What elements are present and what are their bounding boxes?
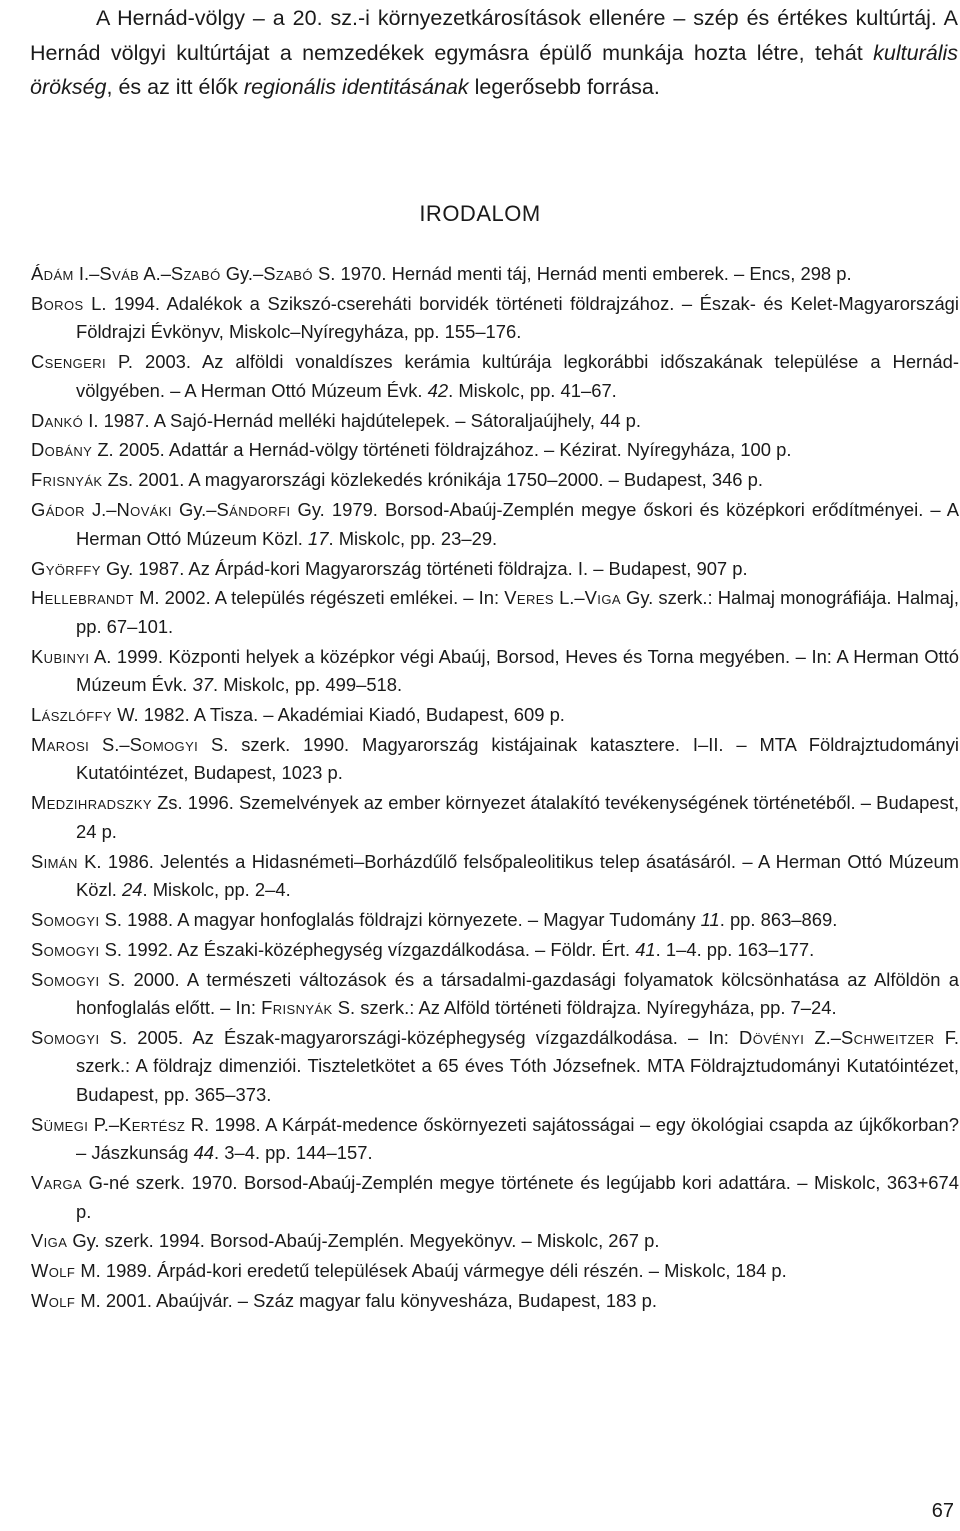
intro-paragraph — [30, 1, 958, 105]
reference-entry — [31, 584, 959, 641]
reference-author: Frisnyák — [31, 469, 103, 491]
reference-text: 2002. A település régészeti emlékei. – In: — [159, 587, 505, 609]
reference-author: Györffy — [31, 557, 101, 579]
reference-initials: S. — [99, 968, 126, 990]
reference-author: Kertész — [119, 1113, 186, 1135]
reference-author: Simán — [31, 850, 78, 872]
reference-author: Sváb — [99, 263, 140, 284]
reference-author: Szabó — [170, 263, 221, 284]
reference-author: Medzihradszky — [31, 792, 152, 814]
reference-initials: M. — [75, 1290, 101, 1312]
reference-entry — [31, 348, 959, 405]
reference-text: szerk.: Halmaj monográfiája. Halmaj, pp. 67–101. — [76, 587, 959, 637]
reference-text: 1992. Az Északi-középhegység vízgazdálkodása. – Földr. Ért. — [122, 938, 636, 960]
reference-initials: Gy. — [100, 557, 134, 579]
reference-author: Hellebrandt — [31, 587, 134, 609]
reference-entry — [31, 290, 959, 347]
reference-entry — [31, 731, 959, 788]
reference-text: 1986. Jelentés a Hidasnémeti–Borházdűlő felsőpaleolitikus telep ásatásáról. – A Herman Ottó Múzeum Közl. — [76, 850, 959, 901]
reference-author: Somogyi — [129, 734, 199, 755]
reference-entry — [31, 1111, 959, 1168]
reference-text: . pp. 863–869. — [719, 908, 838, 930]
reference-volume: 24 — [122, 879, 143, 901]
reference-initials: J.– — [84, 499, 117, 521]
reference-text: 1987. A Sajó-Hernád melléki hajdútelepek. – Sátoraljaújhely, 44 p. — [98, 409, 641, 431]
reference-initials: Z. — [92, 439, 114, 461]
reference-text: 1994. Adalékok a Szikszó-csereháti borvidék történeti földrajzához. – Észak- és Kelet-Magyarországi Földrajzi Évkönyv, Miskolc–Nyíregyháza, pp. 155–176. — [76, 292, 959, 343]
reference-initials: P.– — [88, 1113, 120, 1135]
reference-author: Varga — [31, 1172, 83, 1194]
reference-editor-initials: Z.– — [804, 1027, 841, 1049]
reference-text: 1998. A Kárpát-medence őskörnyezeti sajátosságai – egy ökológiai csapda az újkőkorban? – Jászkunság — [76, 1113, 959, 1164]
reference-author: Somogyi — [31, 1027, 100, 1049]
intro-emphasis-2: regionális identitásának — [243, 75, 469, 99]
reference-entry — [31, 701, 959, 729]
reference-editor: Schweitzer — [840, 1027, 935, 1049]
reference-text: . Miskolc, pp. 2–4. — [142, 879, 291, 901]
reference-text: 2003. Az alföldi vonaldíszes kerámia kultúrája legkorábbi időszakának települése a Hernád-völgyében. – A Herman Ottó Múzeum Évk. — [76, 351, 959, 401]
reference-volume: 42 — [427, 379, 449, 401]
reference-initials: M. — [133, 587, 160, 609]
reference-entry — [31, 1227, 959, 1255]
page-number: 67 — [931, 1500, 954, 1522]
reference-author: Szabó — [263, 263, 313, 284]
reference-author: Wolf — [31, 1290, 76, 1312]
reference-entry — [31, 966, 959, 1023]
reference-author: Boros — [31, 292, 84, 314]
reference-initials: S. — [312, 263, 336, 284]
reference-initials: S. — [198, 734, 229, 755]
reference-text: . Miskolc, pp. 23–29. — [328, 527, 498, 549]
reference-volume: 37 — [192, 674, 213, 696]
reference-text: szerk. 1990. Magyarország kistájainak katasztere. I–II. – MTA Földrajztudományi Kutatóintézet, Budapest, 1023 p. — [76, 734, 959, 784]
reference-entry — [31, 1024, 959, 1109]
reference-entry — [31, 936, 959, 964]
reference-text: 2005. Adattár a Hernád-völgy történeti földrajzához. – Kézirat. Nyíregyháza, 100 p. — [113, 439, 792, 461]
reference-editor-initials: Gy. — [620, 587, 654, 609]
reference-entry — [31, 1257, 959, 1285]
reference-author: Somogyi — [31, 908, 100, 930]
reference-text: 1999. Központi helyek a középkor végi Abaúj, Borsod, Heves és Torna megyében. – In: A Herman Ottó Múzeum Évk. — [76, 645, 959, 696]
reference-text: 1982. A Tisza. – Akadémiai Kiadó, Budapest, 609 p. — [138, 704, 565, 726]
reference-author: Dankó — [31, 409, 84, 431]
intro-text-2: , és az itt élők — [106, 75, 244, 99]
reference-initials: G-né — [82, 1172, 130, 1194]
reference-editor-initials: S. — [332, 997, 356, 1019]
reference-author: Csengeri — [31, 351, 106, 373]
reference-volume: 17 — [308, 527, 329, 549]
reference-text: 2001. A magyarországi közlekedés krónikája 1750–2000. – Budapest, 346 p. — [133, 469, 763, 491]
reference-author: Somogyi — [31, 938, 100, 960]
reference-text: 1989. Árpád-kori eredetű települések Abaúj vármegye déli részén. – Miskolc, 184 p. — [100, 1260, 787, 1282]
reference-author: Sándorfi — [216, 499, 291, 521]
reference-text: . 1–4. pp. 163–177. — [655, 938, 815, 960]
reference-author: Lászlóffy — [31, 704, 113, 726]
reference-initials: Gy.– — [220, 263, 264, 284]
reference-author: Wolf — [31, 1260, 76, 1282]
reference-initials: Gy.– — [171, 499, 217, 521]
reference-text: szerk. 1994. Borsod-Abaúj-Zemplén. Megyekönyv. – Miskolc, 267 p. — [99, 1230, 660, 1252]
reference-entry — [31, 643, 959, 700]
reference-entry — [31, 260, 959, 288]
reference-initials: A. — [89, 645, 112, 667]
reference-initials: S. — [99, 1027, 128, 1049]
reference-volume: 11 — [700, 908, 720, 930]
reference-text: szerk.: Az Alföld történeti földrajza. Nyíregyháza, pp. 7–24. — [355, 997, 837, 1019]
reference-text: 2000. A természeti változások és a társadalmi-gazdasági folyamatok kölcsönhatása az Alföldön a honfoglalás előtt. – In: — [76, 968, 959, 1019]
intro-emphasis-1: kulturális örökség — [30, 40, 958, 99]
reference-initials: S. — [99, 938, 123, 960]
reference-entry — [31, 555, 959, 583]
reference-author: Gádor — [31, 499, 85, 521]
reference-initials: W. — [112, 704, 139, 726]
reference-volume: 41 — [635, 938, 656, 960]
reference-text: szerk.: A földrajz dimenziói. Tiszteletkötet a 65 éves Tóth Józsefnek. MTA Földrajztudományi Kutatóintézet, Budapest, pp. 365–373. — [76, 1055, 959, 1105]
reference-initials: R. — [185, 1113, 210, 1135]
reference-text: . 3–4. pp. 144–157. — [214, 1142, 373, 1164]
reference-initials: Gy. — [290, 499, 325, 521]
intro-text-3: legerősebb forrása. — [468, 75, 660, 99]
reference-text: 2001. Abaújvár. – Száz magyar falu könyvesháza, Budapest, 183 p. — [100, 1290, 657, 1312]
reference-author: Ádám — [31, 263, 74, 284]
reference-text: 1996. Szemelvények az ember környezet átalakító tevékenységének történetéből. – Budapest, 24 p. — [76, 792, 959, 842]
reference-text: 1987. Az Árpád-kori Magyarország történeti földrajza. I. – Budapest, 907 p. — [133, 557, 748, 579]
reference-author: Kubinyi — [31, 645, 90, 667]
reference-entry — [31, 789, 959, 846]
reference-entry — [31, 466, 959, 494]
reference-text: 1988. A magyar honfoglalás földrajzi környezete. – Magyar Tudomány — [122, 908, 701, 930]
reference-initials: K. — [77, 850, 102, 872]
reference-editor-initials: L.– — [553, 587, 585, 609]
reference-text: szerk. 1970. Borsod-Abaúj-Zemplén megye története és legújabb kori adattára. – Miskolc, 363+674 p. — [76, 1172, 959, 1222]
reference-editor: Viga — [584, 587, 621, 609]
reference-entry — [31, 906, 959, 934]
reference-entry — [31, 436, 959, 464]
reference-initials: Zs. — [102, 469, 134, 491]
reference-initials: S.– — [89, 734, 130, 755]
reference-initials: Zs. — [151, 792, 183, 814]
reference-author: Viga — [31, 1230, 68, 1252]
reference-entry — [31, 848, 959, 905]
reference-entry — [31, 407, 959, 435]
reference-initials: I.– — [73, 263, 100, 284]
reference-author: Marosi — [31, 734, 90, 755]
reference-volume: 44 — [193, 1142, 215, 1164]
reference-initials: M. — [75, 1260, 101, 1282]
reference-initials: L. — [83, 292, 107, 314]
reference-entry — [31, 1169, 959, 1226]
intro-text-1: A Hernád-völgy – a 20. sz.-i környezetkárosítások ellenére – szép és értékes kultúrtáj. A Hernád völgyi kultúrtájat a nemzedékek egymásra épülő munkája hozta létre, tehát — [30, 6, 958, 65]
reference-editor: Dövényi — [739, 1027, 805, 1049]
reference-author: Somogyi — [31, 968, 100, 990]
reference-list — [31, 260, 959, 1316]
reference-editor-initials: F. — [934, 1027, 959, 1049]
reference-author: Nováki — [116, 499, 172, 521]
reference-text: 1970. Hernád menti táj, Hernád menti emberek. – Encs, 298 p. — [335, 263, 852, 284]
reference-text: 2005. Az Észak-magyarországi-középhegység vízgazdálkodása. – In: — [127, 1027, 740, 1049]
reference-editor: Veres — [504, 587, 554, 609]
reference-initials: Gy. — [67, 1230, 100, 1252]
section-heading: IRODALOM — [419, 201, 541, 226]
reference-author: Sümegi — [31, 1113, 89, 1135]
reference-initials: A.– — [139, 263, 171, 284]
reference-initials: I. — [83, 409, 99, 431]
reference-author: Dobány — [31, 439, 93, 461]
reference-text: . Miskolc, pp. 41–67. — [448, 379, 617, 401]
reference-initials: P. — [106, 351, 133, 373]
reference-editor: Frisnyák — [261, 997, 333, 1019]
reference-entry — [31, 496, 959, 553]
reference-initials: S. — [99, 908, 123, 930]
reference-text: . Miskolc, pp. 499–518. — [212, 674, 403, 696]
reference-entry — [31, 1287, 959, 1315]
reference-text: 1979. Borsod-Abaúj-Zemplén megye őskori és középkori erődítményei. – A Herman Ottó Múzeum Közl. — [76, 499, 959, 549]
